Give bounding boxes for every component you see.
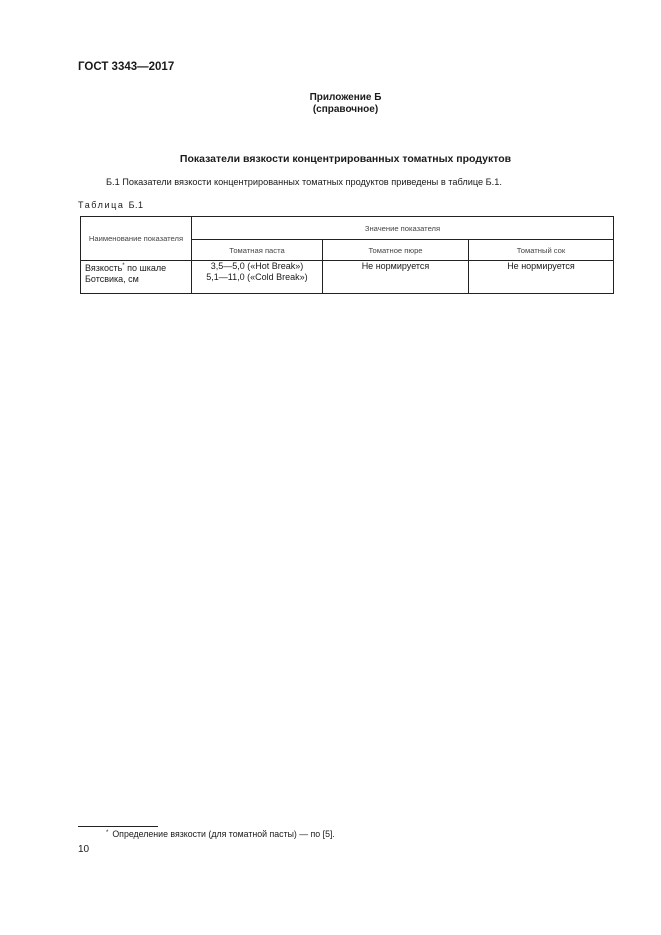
row-name-text-cont: по шкале Ботсвика, см (85, 263, 167, 284)
row-juice-value: Не нормируется (469, 261, 614, 294)
table-caption-word: Таблица (78, 200, 125, 210)
header-value-group: Значение показателя (192, 217, 614, 240)
footnote-text: Определение вязкости (для томатной пасты) — по [5]. (112, 829, 335, 839)
table-row (81, 261, 614, 294)
intro-paragraph: Б.1 Показатели вязкости концентрированных томатных продуктов приведены в таблице Б.1. (106, 177, 502, 187)
annex-subtitle: (справочное) (312, 104, 379, 115)
annex-title-block (0, 92, 661, 116)
paste-value-hot: 3,5—5,0 («Hot Break») (210, 261, 304, 271)
section-heading: Показатели вязкости концентрированных томатных продуктов (179, 153, 512, 165)
page-number: 10 (78, 844, 90, 855)
row-paste-value (192, 261, 323, 294)
footnote (106, 829, 335, 839)
header-parameter-name: Наименование показателя (81, 217, 192, 261)
table-caption-number: Б.1 (128, 200, 144, 210)
document-code: ГОСТ 3343—2017 (78, 61, 175, 73)
paste-value-cold: 5,1—11,0 («Cold Break») (206, 272, 308, 282)
footnote-mark: * (106, 830, 109, 836)
viscosity-table (80, 216, 614, 294)
row-name-text: Вязкость (85, 263, 123, 273)
row-puree-value: Не нормируется (323, 261, 469, 294)
footnote-ref-mark: * (122, 263, 125, 269)
annex-title: Приложение Б (309, 92, 382, 103)
table-caption (78, 200, 144, 210)
header-col-paste: Томатная паста (192, 240, 323, 261)
header-col-puree: Томатное пюре (323, 240, 469, 261)
row-parameter-name (81, 261, 192, 294)
table-header-row (81, 217, 614, 240)
header-col-juice: Томатный сок (469, 240, 614, 261)
footnote-divider (78, 826, 158, 827)
